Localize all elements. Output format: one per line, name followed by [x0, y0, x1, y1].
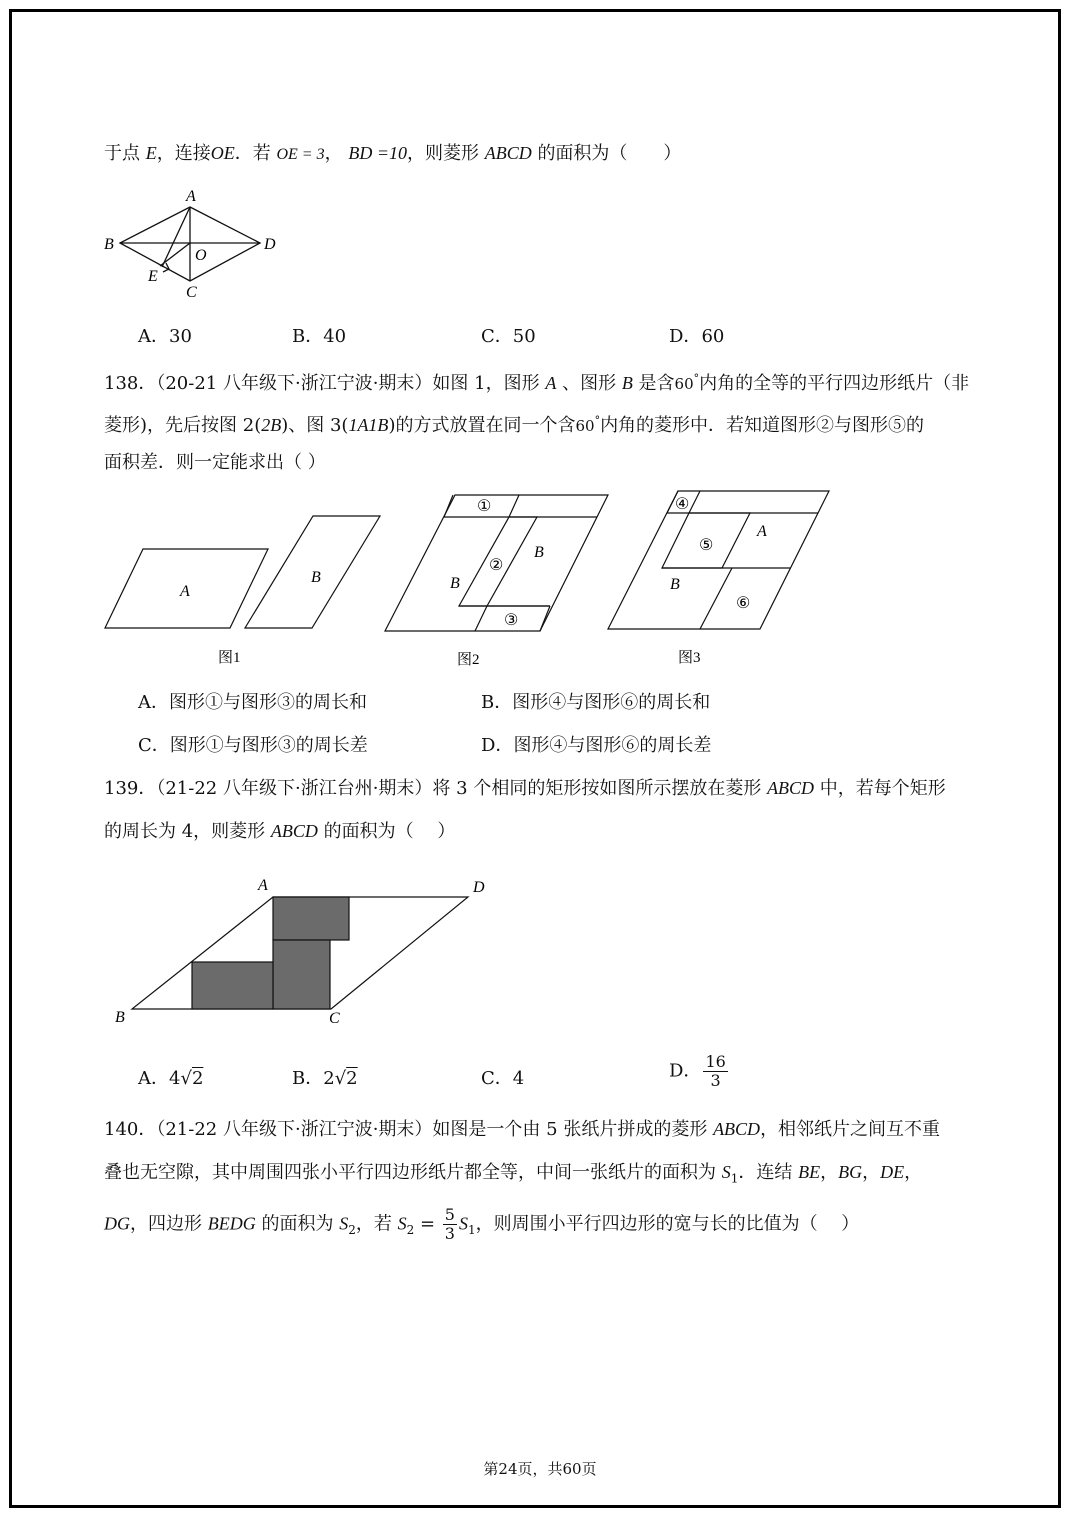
q139-stem-line2: 的周长为 4，则菱形 ABCD 的面积为（ ） — [104, 821, 456, 842]
fig2-label-b1: B — [534, 544, 544, 561]
fig1-label-b: B — [311, 569, 321, 586]
q139-option-a[interactable]: A．4√2 — [138, 1068, 204, 1089]
q140-stem-line3: DG，四边形 BEDG 的面积为 $S_2$，若 $S_2$ = $\frac{5}{3}$ $S_1$，则周围小平行四边形的宽与长的比值为（ ） — [104, 1205, 860, 1243]
q137-option-d[interactable]: D．60 — [669, 326, 725, 347]
label-c: C — [186, 284, 197, 301]
label-o: O — [195, 247, 207, 264]
caption-fig2: 图2 — [457, 652, 480, 668]
label-b: B — [104, 236, 114, 253]
q137-stem: 于点 E，连接OE．若 OE = 3， BD =10，则菱形 ABCD 的面积为（ ） — [104, 143, 682, 164]
fig3-label-b: B — [670, 576, 680, 593]
q138-option-b[interactable]: B．图形④与图形⑥的周长和 — [481, 692, 711, 713]
label-a: A — [258, 877, 268, 894]
rhombus-rectangles-figure-q139 — [110, 872, 510, 1032]
q138-stem-line1: 138．（20-21 八年级下·浙江宁波·期末）如图 1，图形 A 、图形 B 是含60°内角的全等的平行四边形纸片（非 — [104, 372, 970, 394]
q138-stem-line3: 面积差．则一定能求出（ ） — [104, 452, 326, 473]
caption-fig1: 图1 — [218, 650, 241, 666]
label-circle-4: ④ — [675, 496, 690, 513]
q138-stem-line2: 菱形)，先后按图 2(2B)、图 3(1A1B)的方式放置在同一个含60°内角的菱形中．若知道图形②与图形⑤的 — [104, 414, 925, 436]
label-a: A — [186, 188, 196, 205]
label-b: B — [115, 1009, 125, 1026]
q138-option-c[interactable]: C．图形①与图形③的周长差 — [138, 735, 368, 756]
label-circle-6: ⑥ — [736, 595, 751, 612]
q140-stem-line1: 140．（21-22 八年级下·浙江宁波·期末）如图是一个由 5 张纸片拼成的菱形 ABCD，相邻纸片之间互不重 — [104, 1119, 941, 1140]
q139-option-d[interactable]: D． $\frac{16}{3}$ — [669, 1052, 726, 1090]
label-circle-1: ① — [477, 498, 492, 515]
q139-option-c[interactable]: C．4 — [481, 1068, 525, 1089]
caption-fig3: 图3 — [678, 650, 701, 666]
label-circle-5: ⑤ — [699, 537, 714, 554]
q137-option-a[interactable]: A．30 — [138, 326, 192, 347]
page-footer: 第24页，共60页 — [483, 1460, 597, 1478]
label-d: D — [264, 236, 276, 253]
q139-option-b[interactable]: B．2√2 — [292, 1068, 358, 1089]
fig1-label-a: A — [180, 583, 190, 600]
label-circle-2: ② — [489, 557, 504, 574]
q137-option-c[interactable]: C．50 — [481, 326, 536, 347]
q138-option-a[interactable]: A．图形①与图形③的周长和 — [138, 692, 367, 713]
rhombus-figure-q137 — [100, 185, 300, 305]
q140-stem-line2: 叠也无空隙，其中周围四张小平行四边形纸片都全等，中间一张纸片的面积为 $S_1$．连结 BE，BG，DE， — [104, 1162, 923, 1186]
parallelogram-figures-q138 — [100, 488, 840, 678]
fig2-label-b2: B — [450, 575, 460, 592]
label-circle-3: ③ — [504, 612, 519, 629]
label-c: C — [329, 1010, 340, 1027]
q139-stem-line1: 139．（21-22 八年级下·浙江台州·期末）将 3 个相同的矩形按如图所示摆放在菱形 ABCD 中，若每个矩形 — [104, 778, 946, 799]
q137-option-b[interactable]: B．40 — [292, 326, 347, 347]
q138-option-d[interactable]: D．图形④与图形⑥的周长差 — [481, 735, 712, 756]
label-e: E — [148, 268, 158, 285]
fig3-label-a: A — [757, 523, 767, 540]
label-d: D — [473, 879, 485, 896]
